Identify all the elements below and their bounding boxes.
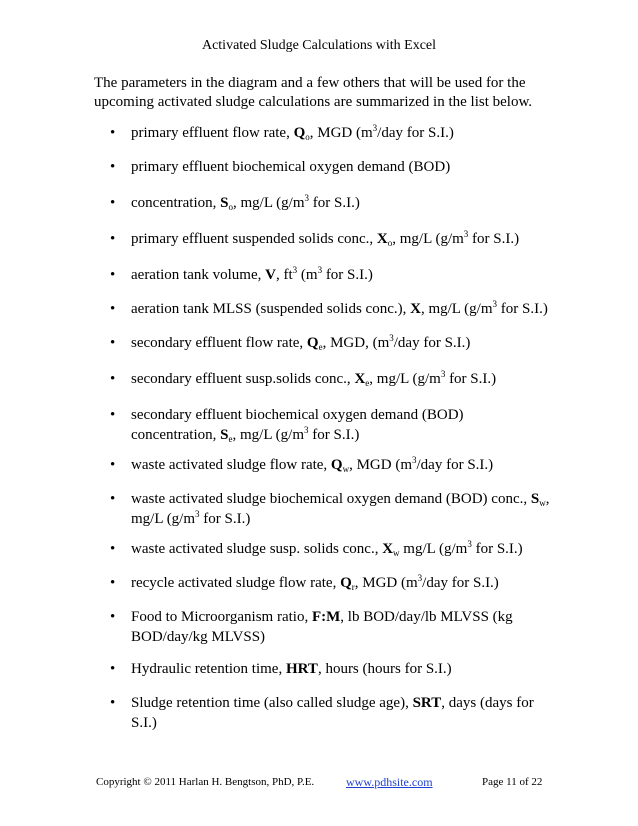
footer-page-number: Page 11 of 22 bbox=[482, 776, 543, 788]
item-text-post2: (m bbox=[297, 267, 318, 283]
item-text-post: , mg/L (g/m bbox=[232, 427, 305, 443]
bullet-icon: • bbox=[110, 231, 116, 247]
item-symbol-text: V bbox=[265, 267, 276, 283]
item-text-pre: waste activated sludge flow rate, bbox=[131, 457, 331, 473]
list-item bbox=[110, 455, 550, 475]
list-item-text bbox=[131, 333, 550, 353]
list-item bbox=[110, 405, 550, 445]
bullet-icon: • bbox=[110, 661, 116, 677]
item-text-post2: for S.I.) bbox=[497, 301, 548, 317]
item-text-pre: secondary effluent susp.solids conc., bbox=[131, 371, 355, 387]
item-text-post2: /day for S.I.) bbox=[377, 125, 454, 141]
item-superscript: 3 bbox=[195, 509, 200, 519]
item-symbol bbox=[531, 491, 539, 507]
item-text-post2: /day for S.I.) bbox=[422, 575, 499, 591]
item-symbol-text: Q bbox=[306, 335, 319, 351]
list-item bbox=[110, 157, 550, 177]
list-item bbox=[110, 573, 550, 593]
item-text-pre: recycle activated sludge flow rate, bbox=[131, 575, 341, 591]
item-symbol-text: Q bbox=[330, 457, 343, 473]
item-superscript: 3 bbox=[463, 229, 469, 239]
item-superscript: 3 bbox=[492, 299, 497, 309]
item-symbol-text: X bbox=[354, 371, 366, 387]
list-item-text bbox=[131, 405, 550, 445]
bullet-icon: • bbox=[110, 301, 116, 317]
item-text-post2: for S.I.) bbox=[468, 231, 520, 247]
item-subscript: w bbox=[342, 464, 350, 474]
list-item-text bbox=[131, 229, 550, 249]
item-symbol bbox=[354, 371, 365, 387]
item-text-post: , MGD (m bbox=[349, 457, 413, 473]
item-symbol-text: S bbox=[220, 427, 229, 443]
item-symbol bbox=[294, 125, 306, 141]
list-item-text bbox=[131, 369, 550, 389]
item-symbol bbox=[340, 575, 352, 591]
item-subscript: o bbox=[305, 132, 310, 142]
item-symbol-text: S bbox=[530, 491, 540, 507]
bullet-icon: • bbox=[110, 159, 116, 175]
bullet-icon: • bbox=[110, 695, 116, 711]
item-symbol-text: X bbox=[382, 541, 394, 557]
item-subscript: e bbox=[365, 378, 370, 388]
item-text-post2: for S.I.) bbox=[445, 371, 497, 387]
bullet-icon: • bbox=[110, 195, 116, 211]
list-item-text bbox=[131, 539, 550, 559]
item-text-pre: waste activated sludge biochemical oxygen demand (BOD) conc., bbox=[131, 491, 531, 507]
item-text-post: , days (days for S.I.) bbox=[131, 695, 534, 731]
list-item bbox=[110, 539, 550, 559]
bullet-icon: • bbox=[110, 457, 116, 473]
item-superscript: 3 bbox=[372, 123, 378, 133]
list-item-text bbox=[131, 573, 550, 593]
item-symbol-text: S bbox=[220, 195, 229, 211]
list-item-text bbox=[131, 265, 550, 285]
bullet-icon: • bbox=[110, 335, 116, 351]
item-text-pre: primary effluent flow rate, bbox=[131, 125, 294, 141]
item-symbol bbox=[382, 541, 393, 557]
item-text-post: , hours (hours for S.I.) bbox=[317, 661, 452, 677]
item-subscript: w bbox=[539, 498, 546, 508]
list-item bbox=[110, 299, 550, 319]
bullet-icon: • bbox=[110, 575, 116, 591]
item-superscript: 3 bbox=[417, 573, 423, 583]
item-symbol bbox=[265, 267, 276, 283]
list-item bbox=[110, 607, 550, 647]
list-item-text bbox=[131, 693, 550, 733]
list-item bbox=[110, 489, 550, 529]
intro-paragraph: The parameters in the diagram and a few others that will be used for the upcoming activated sludge calculations are summarized in the list below. bbox=[94, 75, 533, 110]
item-text-pre: secondary effluent flow rate, bbox=[131, 335, 307, 351]
item-superscript: 3 bbox=[389, 333, 394, 343]
item-superscript: 3 bbox=[304, 425, 309, 435]
list-item-text bbox=[131, 157, 550, 177]
list-item-text bbox=[131, 455, 550, 475]
list-item-text bbox=[131, 607, 550, 647]
list-item-text bbox=[131, 193, 550, 213]
list-item bbox=[110, 333, 550, 353]
item-text-post: , mg/L (g/m bbox=[131, 491, 550, 527]
item-superscript: 3 bbox=[304, 193, 310, 203]
item-superscript: 3 bbox=[467, 539, 472, 549]
item-text-pre: primary effluent biochemical oxygen demand (BOD) bbox=[131, 159, 451, 175]
item-text-pre: Sludge retention time (also called sludge age), bbox=[131, 695, 413, 711]
item-text-pre: primary effluent suspended solids conc., bbox=[131, 231, 377, 247]
list-item bbox=[110, 659, 550, 679]
item-text-post: , lb BOD/day/lb MLVSS (kg BOD/day/kg MLVSS) bbox=[131, 609, 513, 645]
item-text-pre: aeration tank MLSS (suspended solids conc.), bbox=[131, 301, 411, 317]
item-text-post2: for S.I.) bbox=[471, 541, 523, 557]
list-item bbox=[110, 193, 550, 213]
bullet-icon: • bbox=[110, 407, 116, 423]
list-item-text bbox=[131, 659, 550, 679]
list-item-text bbox=[131, 489, 550, 529]
item-symbol bbox=[286, 661, 318, 677]
item-text-pre: waste activated sludge susp. solids conc., bbox=[131, 541, 383, 557]
item-symbol-text: Q bbox=[340, 575, 352, 591]
list-item-text bbox=[131, 299, 550, 319]
item-symbol-text: X bbox=[410, 301, 421, 317]
item-text-pre: concentration, bbox=[131, 195, 221, 211]
bullet-icon: • bbox=[110, 371, 116, 387]
bullet-icon: • bbox=[110, 491, 116, 507]
list-item bbox=[110, 229, 550, 249]
item-subscript: e bbox=[228, 434, 233, 444]
item-text-post2: /day for S.I.) bbox=[393, 335, 471, 351]
page-header-title: Activated Sludge Calculations with Excel bbox=[201, 38, 437, 53]
item-text-post: , ft bbox=[275, 267, 293, 283]
item-superscript: 3 bbox=[412, 455, 417, 465]
item-text-post: , MGD (m bbox=[309, 125, 373, 141]
footer-copyright: Copyright © 2011 Harlan H. Bengtson, PhD, P.E. bbox=[96, 776, 315, 788]
item-symbol bbox=[377, 231, 388, 247]
bullet-icon: • bbox=[110, 609, 116, 625]
item-text-post2: for S.I.) bbox=[308, 427, 360, 443]
item-symbol-text: F:M bbox=[311, 609, 341, 625]
bullet-icon: • bbox=[110, 267, 116, 283]
item-text-pre: aeration tank volume, bbox=[131, 267, 266, 283]
list-item bbox=[110, 369, 550, 389]
item-text-post3: for S.I.) bbox=[322, 267, 373, 283]
item-text-post: , mg/L (g/m bbox=[392, 231, 464, 247]
item-text-post: , MGD, (m bbox=[322, 335, 390, 351]
item-superscript: 3 bbox=[440, 369, 446, 379]
item-symbol bbox=[307, 335, 319, 351]
item-subscript: o bbox=[228, 202, 233, 212]
item-symbol-text: SRT bbox=[412, 695, 442, 711]
item-text-post: , MGD (m bbox=[354, 575, 418, 591]
item-text-pre: secondary effluent biochemical oxygen demand (BOD) concentration, bbox=[131, 407, 464, 443]
item-text-post: , mg/L (g/m bbox=[369, 371, 441, 387]
item-symbol bbox=[410, 301, 421, 317]
item-superscript-2: 3 bbox=[317, 265, 323, 275]
item-symbol bbox=[312, 609, 340, 625]
item-symbol bbox=[331, 457, 343, 473]
item-text-post: , mg/L (g/m bbox=[232, 195, 305, 211]
item-text-pre: Hydraulic retention time, bbox=[131, 661, 286, 677]
item-text-post2: for S.I.) bbox=[199, 511, 251, 527]
item-superscript: 3 bbox=[292, 265, 298, 275]
list-item bbox=[110, 693, 550, 733]
list-item bbox=[110, 265, 550, 285]
item-subscript: o bbox=[387, 238, 393, 248]
item-symbol-text: X bbox=[376, 231, 388, 247]
item-text-post: mg/L (g/m bbox=[399, 541, 468, 557]
item-text-post2: for S.I.) bbox=[309, 195, 360, 211]
item-symbol-text: HRT bbox=[285, 661, 318, 677]
item-text-post: , mg/L (g/m bbox=[420, 301, 493, 317]
list-item-text bbox=[131, 123, 550, 143]
item-text-post2: /day for S.I.) bbox=[416, 457, 494, 473]
item-subscript: r bbox=[351, 582, 355, 592]
item-symbol-text: Q bbox=[293, 125, 306, 141]
bullet-icon: • bbox=[110, 541, 116, 557]
footer-link[interactable]: www.pdhsite.com bbox=[346, 775, 433, 789]
list-item bbox=[110, 123, 550, 143]
item-symbol bbox=[413, 695, 442, 711]
item-subscript: e bbox=[318, 342, 323, 352]
item-subscript: w bbox=[393, 548, 400, 558]
item-text-pre: Food to Microorganism ratio, bbox=[131, 609, 312, 625]
bullet-icon: • bbox=[110, 125, 116, 141]
